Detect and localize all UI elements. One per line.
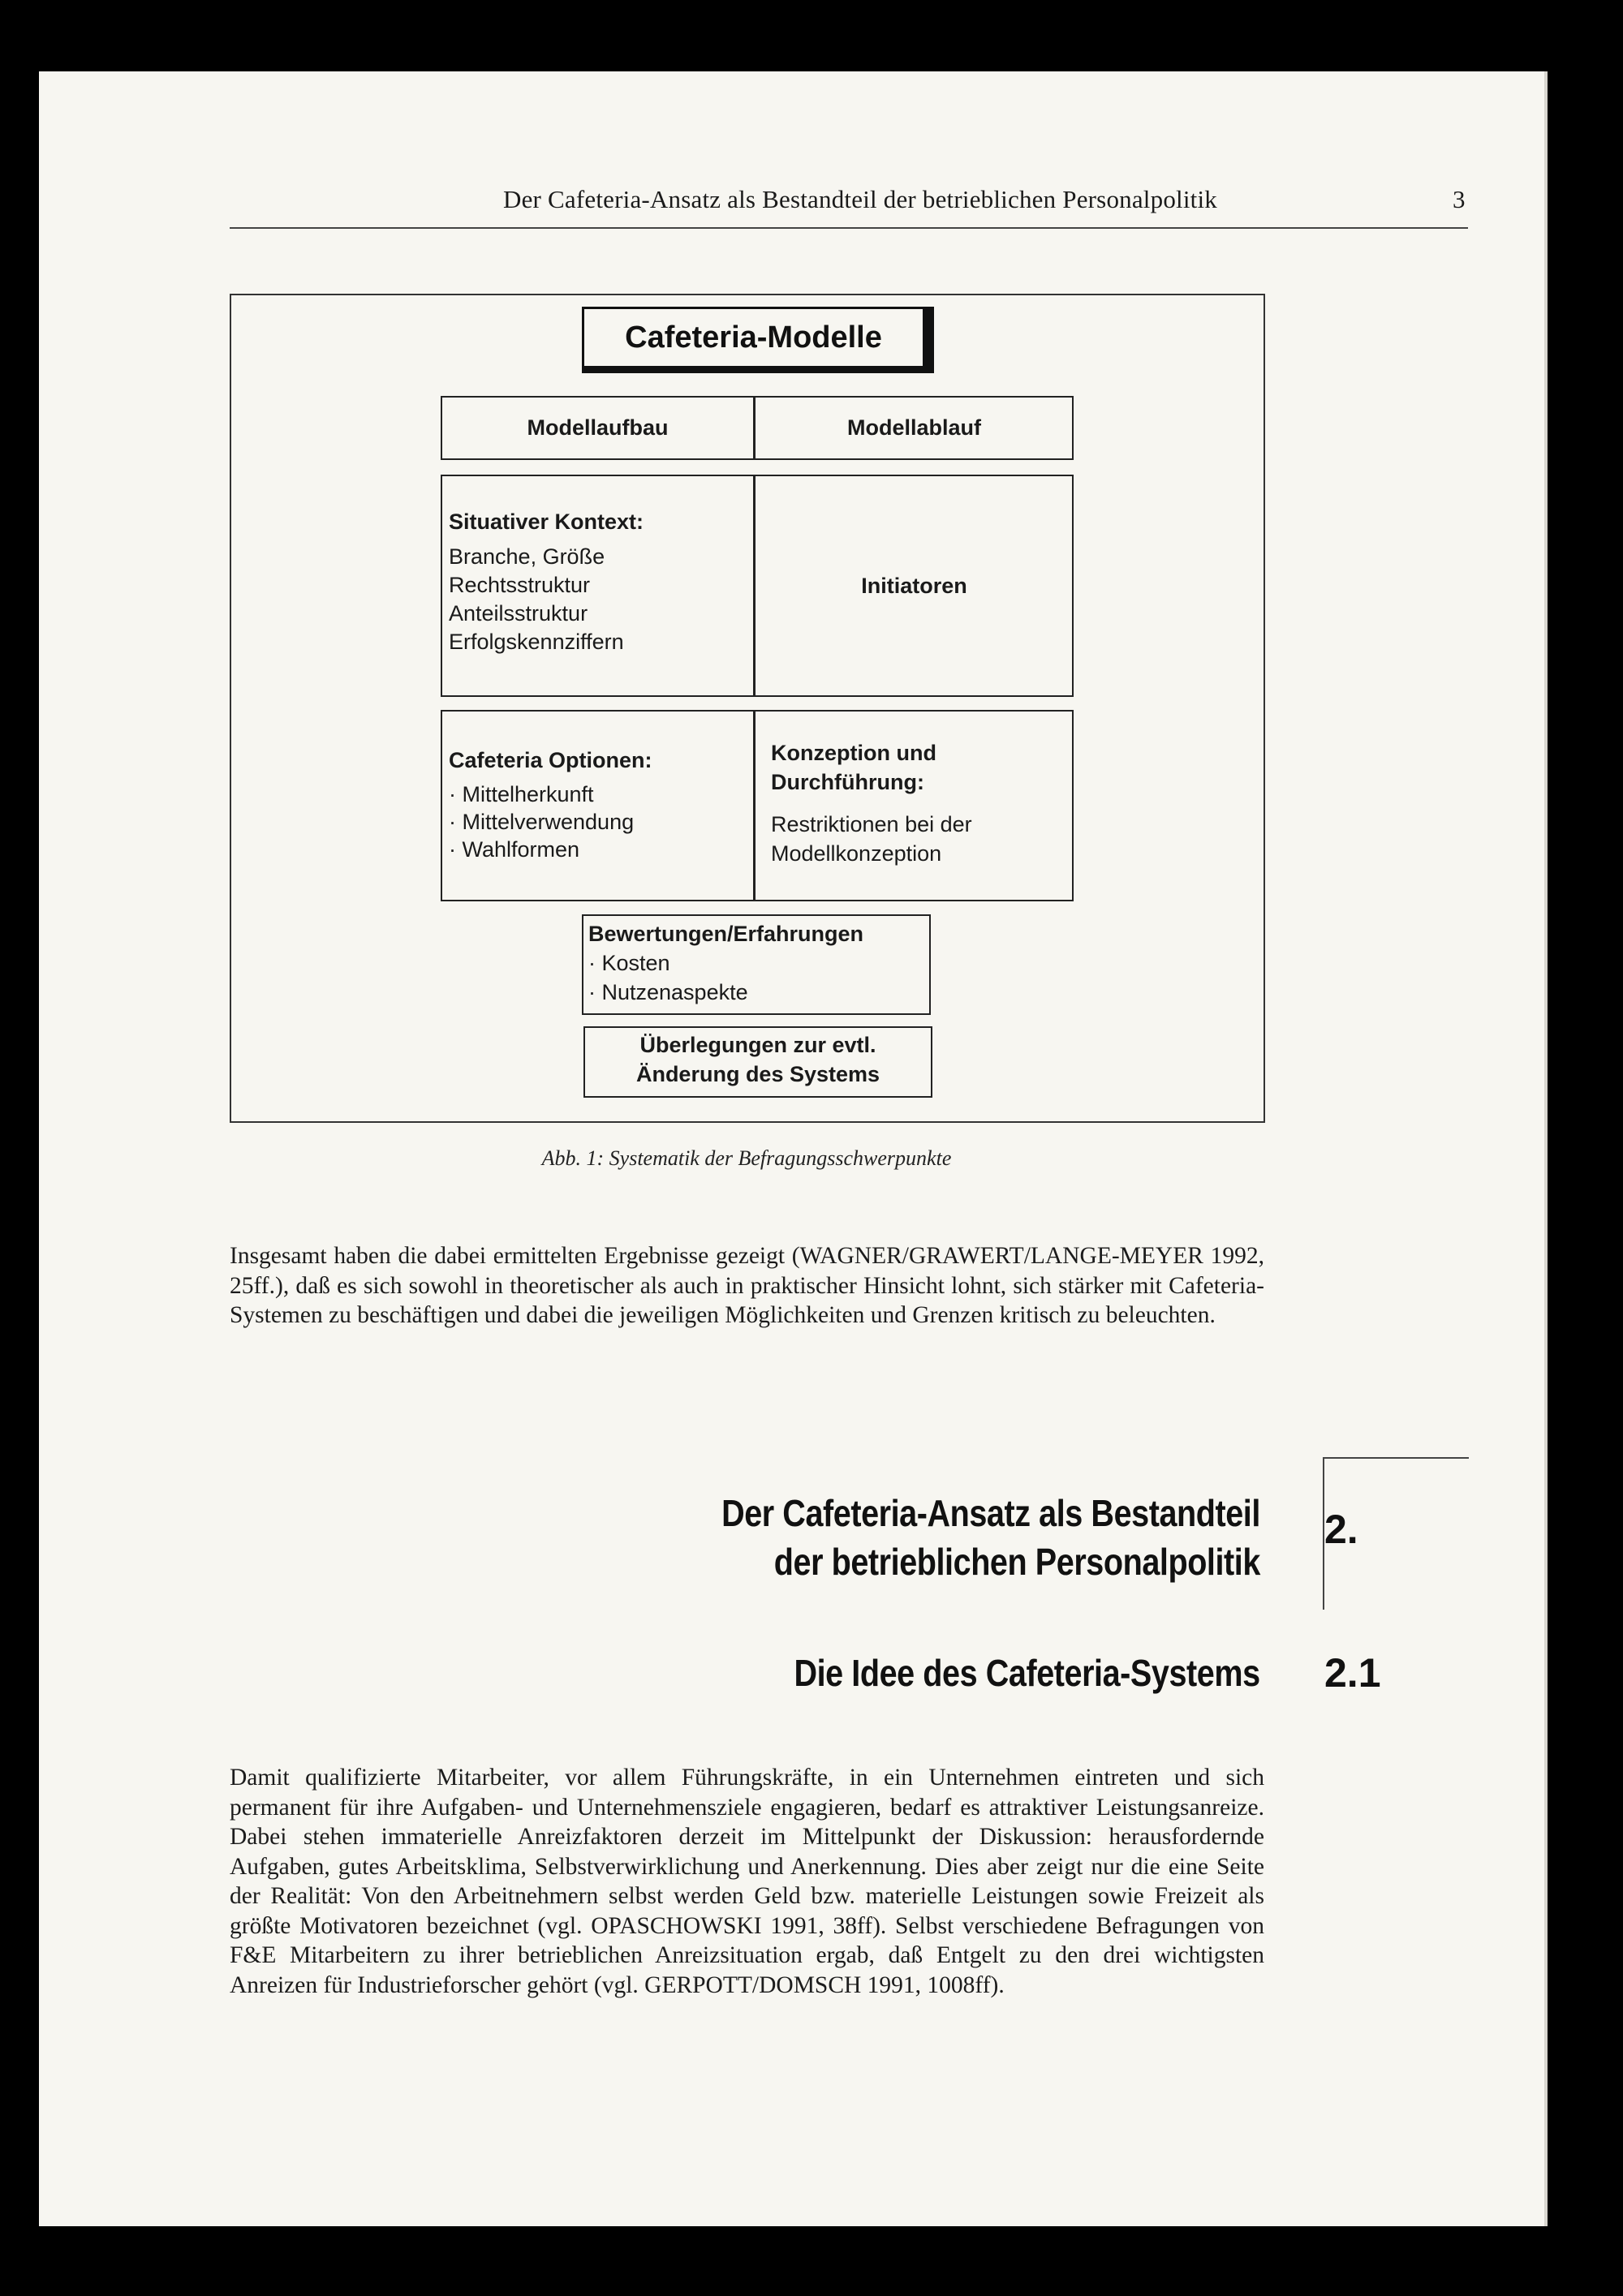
cafeteria-options-heading: Cafeteria Optionen: [449, 748, 652, 772]
cafeteria-options-line: · Wahlformen [449, 837, 580, 862]
conception-cell [771, 738, 1063, 868]
conception-line: Restriktionen bei der [771, 812, 972, 836]
situational-context-cell [449, 508, 749, 656]
cafeteria-options-cell [449, 746, 749, 863]
page-number: 3 [1453, 185, 1466, 213]
section-title [721, 1489, 1260, 1586]
figure-title-box: Cafeteria-Modelle [582, 307, 934, 373]
situational-context-line: Branche, Größe [449, 544, 605, 569]
conception-heading-line: Konzeption und [771, 741, 936, 765]
row2-divider [753, 710, 756, 901]
cafeteria-options-line: · Mittelverwendung [449, 810, 635, 834]
conception-heading-line: Durchführung: [771, 770, 924, 794]
evaluation-heading: Bewertungen/Erfahrungen [588, 922, 864, 946]
running-header-title: Der Cafeteria-Ansatz als Bestandteil der betrieblichen Personalpolitik [503, 185, 1217, 213]
evaluation-line: · Kosten [588, 951, 670, 975]
reconsideration-cell [583, 1030, 932, 1089]
initiators-cell: Initiatoren [861, 573, 967, 598]
paragraph-body: Damit qualifizierte Mitarbeiter, vor allem Führungskräfte, in ein Unternehmen eintreten und sich permanent für ihre Aufgaben- und Unternehmensziele engagieren, bedarf es attraktiver Leistungsanreize. Dabei stehen immaterielle Anreizfaktoren derzeit im Mittelpunkt der Diskussion: herausfordernde Aufgaben, gutes Arbeitsklima, Selbstverwirklichung und Anerkennung. Dies aber zeigt nur die eine Seite der Realität: Von den Arbeitnehmern selbst werden Geld bzw. materielle Leistungen sowie Freizeit als größte Motivatoren bezeichnet (vgl. OPASCHOWSKI 1991, 38ff). Selbst verschiedene Befragungen von F&E Mitarbeitern zu ihrer betrieblichen Anreizsituation ergab, daß Entgelt zu den drei wichtigsten Anreizen für Industrieforscher gehört (vgl. GERPOTT/DOMSCH 1991, 1008ff). [230, 1765, 1264, 1998]
situational-context-heading: Situativer Kontext: [449, 510, 644, 534]
reconsideration-line: Überlegungen zur evtl. [639, 1033, 876, 1057]
paragraph-intro-conclusion: Insgesamt haben die dabei ermittelten Ergebnisse gezeigt (WAGNER/GRAWERT/LANGE-MEYER 1992, 25ff.), daß es sich sowohl in theoretischer als auch in praktischer Hinsicht lohnt, sich stärker mit Cafeteria-Systemen zu beschäftigen und dabei die jeweiligen Möglichkeiten und Grenzen kritisch zu beleuchten. [230, 1243, 1264, 1328]
situational-context-line: Erfolgskennziffern [449, 630, 624, 654]
figure-caption: Abb. 1: Systematik der Befragungsschwerpunkte [541, 1146, 952, 1170]
cafeteria-options-line: · Mittelherkunft [449, 782, 594, 806]
evaluation-line: · Nutzenaspekte [588, 980, 748, 1004]
situational-context-line: Anteilsstruktur [449, 601, 588, 626]
section-marker-line-horizontal [1323, 1457, 1469, 1459]
reconsideration-line: Änderung des Systems [635, 1062, 880, 1086]
column-header-left: Modellaufbau [527, 415, 669, 440]
section-title-line: der betrieblichen Personalpolitik [773, 1541, 1260, 1583]
situational-context-line: Rechtsstruktur [449, 573, 591, 597]
subsection-number: 2.1 [1324, 1650, 1381, 1696]
page-edge [1544, 71, 1548, 2226]
section-title-line: Der Cafeteria-Ansatz als Bestandteil [721, 1492, 1260, 1534]
evaluation-cell [588, 919, 929, 1007]
conception-line: Modellkonzeption [771, 841, 942, 866]
section-number: 2. [1324, 1507, 1358, 1552]
subsection-title: Die Idee des Cafeteria-Systems [794, 1652, 1260, 1694]
column-header-right: Modellablauf [846, 415, 981, 440]
header-rule [230, 227, 1468, 229]
